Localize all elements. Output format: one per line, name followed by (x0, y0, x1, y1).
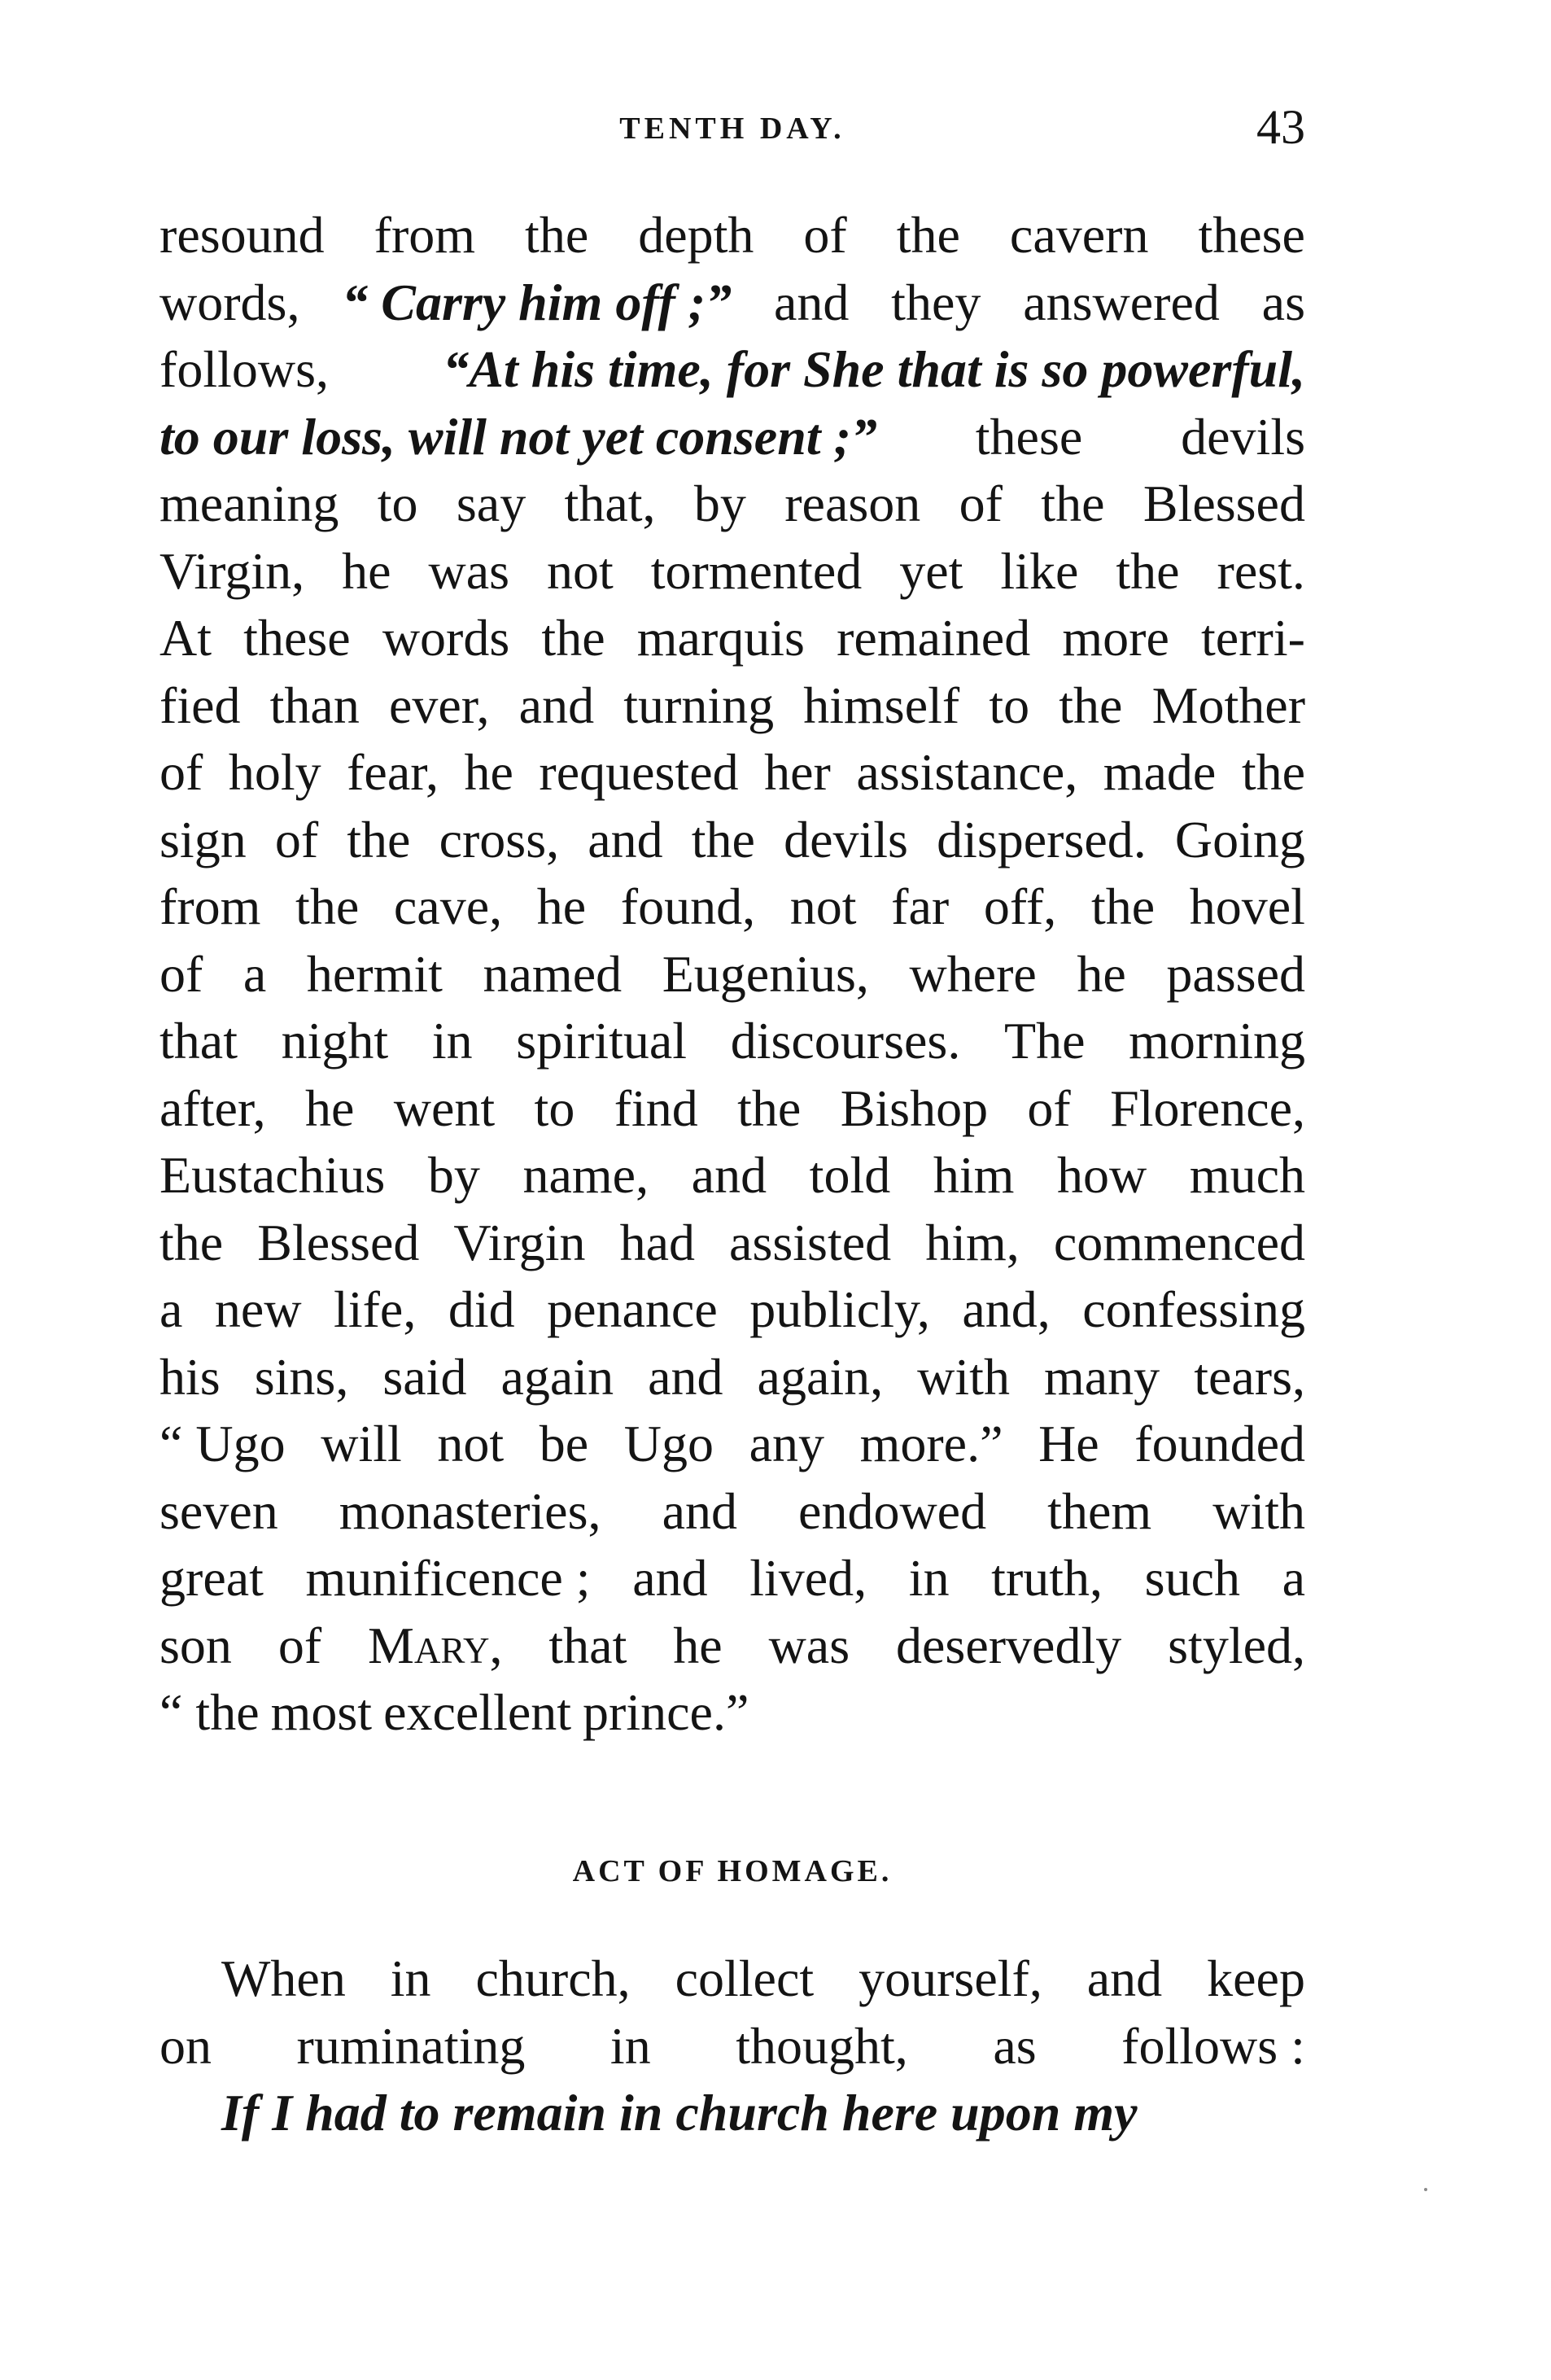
word: and (518, 676, 595, 734)
word: said (382, 1347, 467, 1406)
word: will (321, 1415, 402, 1472)
page-speck (1424, 2188, 1427, 2191)
word: went (393, 1078, 496, 1137)
word: cross, (439, 810, 560, 868)
word: Florence, (1110, 1078, 1305, 1137)
word: more.” (859, 1415, 1003, 1472)
word: the (1241, 743, 1305, 801)
word: remained (837, 609, 1031, 667)
word: answered (1023, 273, 1220, 331)
word: publicly, (749, 1280, 930, 1338)
word: resound (159, 206, 325, 264)
word: made (1103, 743, 1217, 801)
word: Going (1174, 810, 1305, 868)
text-line (159, 2013, 1305, 2080)
word: he (536, 877, 587, 935)
word: as (1261, 273, 1305, 331)
word: Eustachius (159, 1146, 386, 1204)
word: keep (1207, 1949, 1305, 2007)
word: “ Carry him off ;” (342, 273, 732, 331)
word: yet (899, 541, 963, 600)
word: that (548, 1616, 627, 1674)
word: meaning (159, 475, 339, 532)
word: If I had to remain in church here upon my (221, 2084, 1138, 2142)
word: how (1056, 1146, 1147, 1204)
text-line (159, 269, 1305, 337)
word: thought, (736, 2016, 908, 2075)
word: hermit (306, 944, 443, 1003)
text-line (159, 404, 1305, 471)
word: again, (757, 1347, 884, 1406)
text-line (159, 336, 1305, 404)
text-line (159, 1344, 1305, 1411)
running-head (159, 99, 1305, 164)
word: was (428, 541, 509, 600)
word: had (619, 1213, 695, 1271)
word: reason (784, 475, 921, 532)
word: and (773, 273, 850, 331)
word: the (896, 206, 960, 264)
word: was (768, 1616, 850, 1674)
text-line (159, 1210, 1305, 1277)
section-body (159, 1945, 1305, 2147)
word: of (803, 206, 847, 264)
word: truth, (991, 1549, 1103, 1607)
word: and (632, 1549, 708, 1607)
word: he (673, 1616, 723, 1674)
word: prince.” (583, 1683, 749, 1741)
word: depth (638, 206, 754, 264)
word: of (159, 743, 203, 801)
word: these (243, 609, 351, 667)
word: assistance, (856, 743, 1078, 801)
word: of (159, 944, 203, 1003)
word: after, (159, 1078, 266, 1137)
word: the (691, 810, 755, 868)
word: in (431, 1012, 473, 1070)
word: him (933, 1146, 1015, 1204)
word: fear, (347, 743, 439, 801)
word: spiritual (516, 1012, 688, 1070)
word: passed (1166, 944, 1305, 1003)
word: not (546, 541, 614, 600)
word: sign (159, 810, 247, 868)
running-title: TENTH DAY. (619, 112, 845, 146)
word: hovel (1189, 877, 1305, 935)
word: requested (539, 743, 739, 801)
word: of (277, 1616, 322, 1674)
word: rest. (1217, 541, 1305, 600)
word: endowed (798, 1481, 987, 1540)
word: yourself, (859, 1949, 1042, 2007)
text-line (159, 202, 1305, 269)
word: he (464, 743, 513, 801)
text-line (159, 941, 1305, 1008)
word: collect (675, 1949, 815, 2007)
word: cavern (1009, 206, 1149, 264)
text-line (159, 538, 1305, 606)
word: say (456, 475, 526, 532)
word: tears, (1194, 1347, 1305, 1406)
word: penance (547, 1280, 718, 1338)
text-line (159, 1545, 1305, 1612)
word: most (270, 1683, 373, 1741)
text-line (159, 605, 1305, 672)
text-line (159, 1142, 1305, 1210)
word: found, (620, 877, 756, 935)
text-line (159, 1679, 1305, 1747)
word: these (1198, 206, 1305, 264)
word: devils (784, 810, 908, 868)
word: holy (228, 743, 321, 801)
word: and (1086, 1949, 1163, 2007)
word: Blessed (1142, 475, 1305, 532)
word: in (390, 1949, 431, 2007)
word: and, (962, 1280, 1051, 1338)
word: morning (1129, 1012, 1305, 1070)
word: Eugenius, (662, 944, 869, 1003)
word: find (614, 1078, 698, 1137)
word: with (1212, 1481, 1305, 1540)
word: “ Ugo (159, 1415, 286, 1472)
word: lived, (749, 1549, 867, 1607)
word: styled, (1168, 1616, 1305, 1674)
word: a (1282, 1549, 1305, 1607)
text-line (159, 807, 1305, 874)
word: him, (925, 1213, 1020, 1271)
word: his (159, 1347, 221, 1406)
word: life, (334, 1280, 417, 1338)
word: her (764, 743, 831, 801)
word: and (588, 810, 663, 868)
word: by (693, 475, 746, 532)
word: to (989, 676, 1030, 734)
word: and (648, 1347, 723, 1406)
word: the (1041, 475, 1105, 532)
word: by (427, 1146, 480, 1204)
word: to (377, 475, 418, 532)
text-line (159, 1276, 1305, 1344)
word: deservedly (896, 1616, 1122, 1674)
word: great (159, 1549, 264, 1607)
word: commenced (1053, 1213, 1305, 1271)
word: in (908, 1549, 950, 1607)
word: the (1059, 676, 1123, 734)
word: of (274, 810, 319, 868)
word: of (959, 475, 1003, 532)
word: the (347, 810, 411, 868)
word: a (242, 944, 267, 1003)
word: the (1090, 877, 1156, 935)
word: on (159, 2016, 212, 2075)
word: Blessed (257, 1213, 420, 1271)
word: confessing (1082, 1280, 1305, 1338)
word: to (534, 1078, 575, 1137)
word: they (891, 273, 981, 331)
word: fied (159, 676, 241, 734)
word: marquis (636, 609, 805, 667)
word: Mother (1151, 676, 1305, 734)
word: At (159, 609, 212, 667)
word: far (891, 877, 950, 935)
section-heading: ACT OF HOMAGE. (572, 1854, 893, 1888)
word: the (541, 609, 605, 667)
word: a (159, 1280, 183, 1338)
word: many (1043, 1347, 1160, 1406)
word: that (159, 1012, 238, 1070)
word: dispersed. (937, 810, 1147, 868)
word: tormented (650, 541, 863, 600)
word: son (159, 1616, 232, 1674)
word: he (1077, 944, 1126, 1003)
body-text (159, 202, 1305, 1747)
word: in (609, 2016, 651, 2075)
word: the (1116, 541, 1180, 600)
text-line (159, 873, 1305, 941)
word: words, (159, 273, 300, 331)
word: He (1038, 1415, 1099, 1472)
word: more (1062, 609, 1169, 667)
word: named (483, 944, 623, 1003)
word: Bishop (840, 1078, 989, 1137)
word: did (448, 1280, 515, 1338)
word: church, (475, 1949, 631, 2007)
word: terri- (1201, 609, 1305, 667)
word: than (269, 676, 360, 734)
text-line (159, 1945, 1305, 2013)
word: with (917, 1347, 1010, 1406)
word: again (500, 1347, 614, 1406)
word: like (1000, 541, 1079, 600)
text-line (159, 1008, 1305, 1075)
word: any (749, 1415, 824, 1472)
word: to our loss, will not yet consent ;” (159, 407, 877, 466)
word: and (691, 1146, 767, 1204)
word: The (1003, 1012, 1086, 1070)
word: much (1189, 1146, 1305, 1204)
word: Virgin (453, 1213, 586, 1271)
word: Mary, (368, 1616, 503, 1674)
word: follows, (159, 340, 329, 398)
word: name, (522, 1146, 649, 1204)
word: from (374, 206, 476, 264)
word: seven (159, 1481, 278, 1540)
text-line (159, 672, 1305, 740)
word: such (1144, 1549, 1240, 1607)
word: munificence ; (305, 1549, 591, 1607)
word: When (221, 1949, 346, 2007)
word: off, (983, 877, 1057, 935)
word: from (159, 877, 261, 935)
word: “ the (159, 1683, 260, 1741)
word: excellent (383, 1683, 572, 1741)
word: he (305, 1078, 355, 1137)
word: ruminating (296, 2016, 526, 2075)
word: words (382, 609, 510, 667)
word: and (662, 1481, 737, 1540)
word: cave, (393, 877, 503, 935)
word: turning (623, 676, 775, 734)
word: he (342, 541, 391, 600)
word: that, (564, 475, 656, 532)
word: as (993, 2016, 1037, 2075)
word: not (789, 877, 857, 935)
word: himself (803, 676, 960, 734)
word: new (214, 1280, 302, 1338)
word: the (295, 877, 360, 935)
word: be (539, 1415, 589, 1472)
word: the (525, 206, 589, 264)
word: assisted (729, 1213, 892, 1271)
word: Ugo (623, 1415, 714, 1472)
word: Virgin, (159, 541, 305, 600)
text-line (159, 1478, 1305, 1546)
word: the (159, 1213, 224, 1271)
word: devils (1181, 407, 1305, 466)
word: these (975, 407, 1083, 466)
text-line (159, 470, 1305, 538)
word: of (1027, 1078, 1071, 1137)
word: not (437, 1415, 505, 1472)
word: told (809, 1146, 891, 1204)
word: night (281, 1012, 389, 1070)
page-number: 43 (1256, 100, 1305, 154)
word: follows : (1121, 2016, 1305, 2075)
word: founded (1134, 1415, 1305, 1472)
word: monasteries, (339, 1481, 601, 1540)
word: discourses. (730, 1012, 961, 1070)
text-line (159, 2080, 1305, 2147)
word: them (1047, 1481, 1152, 1540)
word: the (737, 1078, 802, 1137)
text-line (159, 739, 1305, 807)
word: ever, (388, 676, 490, 734)
text-line (159, 1612, 1305, 1680)
word: where (909, 944, 1037, 1003)
word: “At his time, for She that is so powerful, (443, 340, 1305, 398)
text-line (159, 1411, 1305, 1478)
word: sins, (254, 1347, 349, 1406)
text-line (159, 1075, 1305, 1143)
